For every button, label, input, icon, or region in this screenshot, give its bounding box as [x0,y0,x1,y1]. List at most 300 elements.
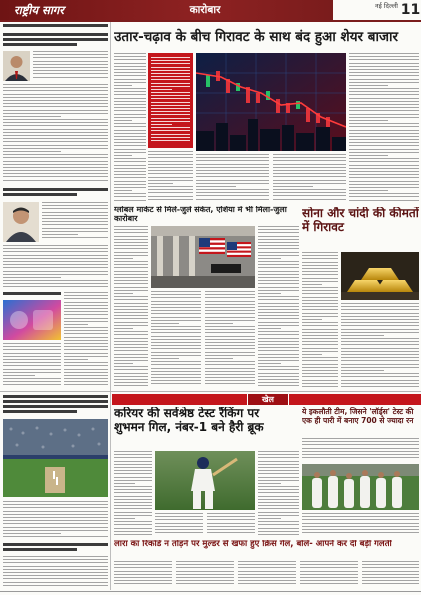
text-line [114,123,146,124]
text-line [3,566,108,567]
text-line [258,290,299,291]
text-line [151,70,190,71]
text-line [64,324,88,325]
text-line [302,386,338,387]
text-line [273,189,346,190]
text-line [341,335,384,336]
text-line [349,101,419,102]
text-line [258,470,299,471]
text-line [3,258,108,259]
section-divider [0,391,421,392]
left-column-label [3,24,108,29]
text-line [341,338,419,339]
text-line [151,83,190,84]
article-body-text [148,151,193,205]
text-line [114,331,148,332]
text-line [114,59,146,60]
text-line [3,193,77,196]
text-line [3,106,108,107]
text-line [114,168,146,169]
text-line [341,370,384,371]
text-line [205,339,255,340]
text-line [258,376,299,377]
brief-headline [3,33,108,48]
text-line [151,118,190,119]
text-line [3,349,61,350]
text-line [64,311,108,312]
text-line [349,123,419,124]
text-line [258,515,299,516]
text-line [258,521,299,522]
text-line [258,309,299,310]
text-line [151,374,201,375]
text-line [151,380,201,381]
text-line [114,373,148,374]
text-line [151,134,190,135]
text-line [3,251,108,252]
text-line [151,297,201,298]
highlight-box [148,53,193,148]
text-line [3,365,61,366]
text-line [196,160,269,161]
text-line [151,73,190,74]
text-line [151,313,201,314]
text-line [3,248,108,249]
text-line [3,353,61,354]
text-line [151,95,190,96]
text-line [341,380,419,381]
text-line [3,582,108,583]
text-line [3,33,108,36]
text-line [114,379,148,380]
text-line [349,59,419,60]
text-line [114,480,152,481]
text-line [3,362,61,363]
text-line [302,364,338,365]
text-line [64,330,108,331]
text-line [114,357,148,358]
text-line [114,528,152,529]
text-line [302,290,338,291]
text-line [114,296,148,297]
text-line [302,367,338,368]
sports-brief-headline [3,395,108,415]
wall-street-photo [151,226,255,288]
text-line [114,56,146,57]
text-line [151,98,190,99]
text-line [196,157,269,158]
text-line [300,583,358,584]
text-line [349,120,388,121]
text-line [258,277,299,278]
text-line [3,280,108,281]
text-line [3,151,61,152]
text-line [114,457,152,458]
text-line [341,383,419,384]
text-line [3,103,108,104]
sports-lead-headline-line1: करियर की सर्वश्रेष्ठ टेस्ट रैंकिंग पर [114,407,260,420]
text-line [258,360,299,361]
text-line [151,111,190,112]
text-line [3,43,77,46]
text-line [151,329,201,330]
text-line [3,145,108,146]
text-line [341,360,419,361]
text-line [114,315,148,316]
text-line [114,75,146,76]
text-line [114,461,152,462]
text-line [258,512,299,513]
text-line [42,215,108,216]
text-line [3,125,108,126]
text-line [114,110,146,111]
text-line [258,492,299,493]
text-line [302,268,338,269]
text-line [238,577,296,578]
text-line [273,195,346,196]
stadium-photo [3,419,108,497]
text-line [258,480,299,481]
text-line [151,60,190,61]
text-line [258,229,299,230]
text-line [258,248,299,249]
text-line [64,308,108,309]
text-line [114,492,152,493]
text-line [349,174,419,175]
text-line [155,532,203,533]
text-line [151,130,190,131]
text-line [155,513,203,514]
text-line [341,316,419,317]
text-line [362,564,419,565]
text-line [207,523,255,524]
text-line [64,318,108,319]
text-line [64,343,108,344]
text-line [349,110,419,111]
text-line [114,114,146,115]
text-line [302,313,338,314]
text-line [114,467,152,468]
text-line [349,155,388,156]
text-line [258,477,299,478]
sports-section-bar [112,394,421,405]
text-line [114,369,148,370]
text-line [64,333,108,334]
text-line [3,170,108,171]
text-line [258,258,281,259]
text-line [258,318,299,319]
text-line [151,301,201,302]
text-line [302,457,419,458]
text-line [114,242,148,243]
text-line [33,61,108,62]
article-body-text [349,53,419,205]
article-body-text [302,513,419,538]
text-line [3,122,108,123]
text-line [207,513,255,514]
text-line [349,165,419,166]
text-line [114,502,152,503]
article-body-text [302,252,338,390]
text-line [349,149,419,150]
text-line [302,513,419,514]
text-line [64,295,108,296]
text-line [302,255,338,256]
text-line [258,531,299,532]
text-line [273,154,346,155]
text-line [114,117,146,118]
text-line [151,114,190,115]
text-line [3,148,108,149]
gold-headline: सोना और चांदी की कीमतों में गिरावट [302,207,419,234]
text-line [114,360,148,361]
article-body-text [196,154,269,205]
text-line [114,518,135,519]
text-line [176,583,234,584]
text-line [114,567,172,568]
article-body-text [362,561,419,589]
text-line [273,160,346,161]
text-line [114,136,146,137]
text-line [302,293,338,294]
text-line [64,362,108,363]
article-body-text [151,291,201,390]
text-line [64,346,108,347]
text-line [3,87,108,88]
text-line [349,75,419,76]
text-line [3,271,108,272]
text-line [258,524,299,525]
text-line [3,286,108,287]
text-line [3,261,108,262]
text-line [3,400,108,403]
text-line [196,154,269,155]
sports-brief-text [3,556,108,589]
text-line [258,505,299,506]
text-line [42,205,108,206]
page-number: 11 [400,2,421,18]
text-line [341,329,419,330]
text-line [33,51,108,52]
text-line [148,151,193,152]
text-line [176,574,234,575]
text-line [258,366,299,367]
text-line [114,126,146,127]
text-line [238,580,296,581]
text-line [302,335,338,336]
text-line [114,293,133,294]
text-line [3,267,108,268]
text-line [205,358,233,359]
text-line [302,357,338,358]
text-line [3,562,108,563]
text-line [114,261,148,262]
text-line [302,529,419,530]
text-line [64,375,108,376]
text-line [3,543,108,546]
text-line [3,504,108,505]
text-line [196,170,269,171]
text-line [258,454,299,455]
text-line [349,177,419,178]
text-line [362,580,419,581]
text-line [151,342,201,343]
text-line [114,248,148,249]
text-line [3,100,108,101]
text-line [151,124,172,125]
text-line [114,287,148,288]
text-line [151,137,190,138]
text-line [349,133,419,134]
highlight-box-text [151,57,190,145]
text-line [114,200,146,201]
text-line [341,367,419,368]
text-line [42,202,108,203]
text-line [341,325,419,326]
text-line [302,319,322,320]
text-line [258,303,299,304]
text-line [114,66,146,67]
text-line [196,176,269,177]
text-line [258,451,299,452]
text-line [258,328,281,329]
text-line [196,199,269,200]
text-line [64,372,108,373]
text-line [151,323,179,324]
text-line [151,121,190,122]
text-line [258,467,299,468]
text-line [3,343,61,344]
text-line [258,534,299,535]
text-line [148,192,193,193]
text-line [114,255,148,256]
text-line [302,438,419,439]
text-line [42,212,108,213]
text-line [42,208,108,209]
text-line [205,304,255,305]
text-line [42,221,108,222]
text-line [151,336,201,337]
text-line [148,157,193,158]
section-title: कारोबार [189,4,221,16]
text-line [207,529,255,530]
text-line [151,105,190,106]
text-line [148,199,193,200]
text-line [302,454,419,455]
text-line [114,521,152,522]
brief-headline [3,292,61,298]
text-line [258,296,299,297]
text-line [349,136,419,137]
text-line [64,292,108,293]
text-line [258,496,299,497]
text-line [114,177,146,178]
text-line [258,280,299,281]
text-line [341,344,419,345]
text-line [114,496,152,497]
text-line [205,371,255,372]
text-line [64,356,108,357]
text-line [3,356,61,357]
text-line [349,158,419,159]
text-line [114,524,152,525]
text-line [42,234,78,235]
text-line [3,585,108,586]
text-line [42,224,108,225]
paper-name: राष्ट्रीय सागर [14,3,64,17]
text-line [151,358,179,359]
text-line [148,177,193,178]
text-line [114,53,146,54]
text-line [349,69,419,70]
text-line [349,88,419,89]
text-line [148,164,193,165]
text-line [349,53,419,54]
text-line [258,363,281,364]
text-line [3,511,108,512]
text-line [349,56,419,57]
text-line [151,361,201,362]
text-line [33,54,108,55]
text-line [258,252,299,253]
article-body-text [341,303,419,390]
text-line [349,94,419,95]
article-body-text [238,561,296,589]
text-line [114,306,148,307]
text-line [114,561,172,562]
text-line [114,382,148,383]
text-line [3,514,108,515]
text-line [114,299,148,300]
text-line [151,352,201,353]
text-line [148,161,193,162]
text-line [258,354,299,355]
text-line [64,337,108,338]
text-line [205,317,255,318]
article-body-text [114,561,172,589]
text-line [64,314,108,315]
text-line [341,341,419,342]
text-line [114,258,133,259]
text-line [349,142,419,143]
text-line [302,297,338,298]
text-line [114,91,146,92]
text-line [114,515,152,516]
text-line [349,200,419,201]
text-line [302,370,338,371]
text-line [3,569,108,570]
stock-market-chart-photo [196,53,346,151]
text-line [238,564,296,565]
text-line [258,379,299,380]
text-line [151,79,190,80]
text-line [205,294,255,295]
text-line [114,531,152,532]
text-line [205,310,255,311]
text-line [273,176,346,177]
executive-photo [3,51,30,81]
text-line [205,329,255,330]
text-line [273,199,346,200]
text-line [114,508,152,509]
text-line [3,157,108,158]
text-line [258,508,299,509]
text-line [151,67,190,68]
text-line [273,180,346,181]
text-line [3,533,61,534]
text-line [258,271,299,272]
text-line [3,164,108,165]
